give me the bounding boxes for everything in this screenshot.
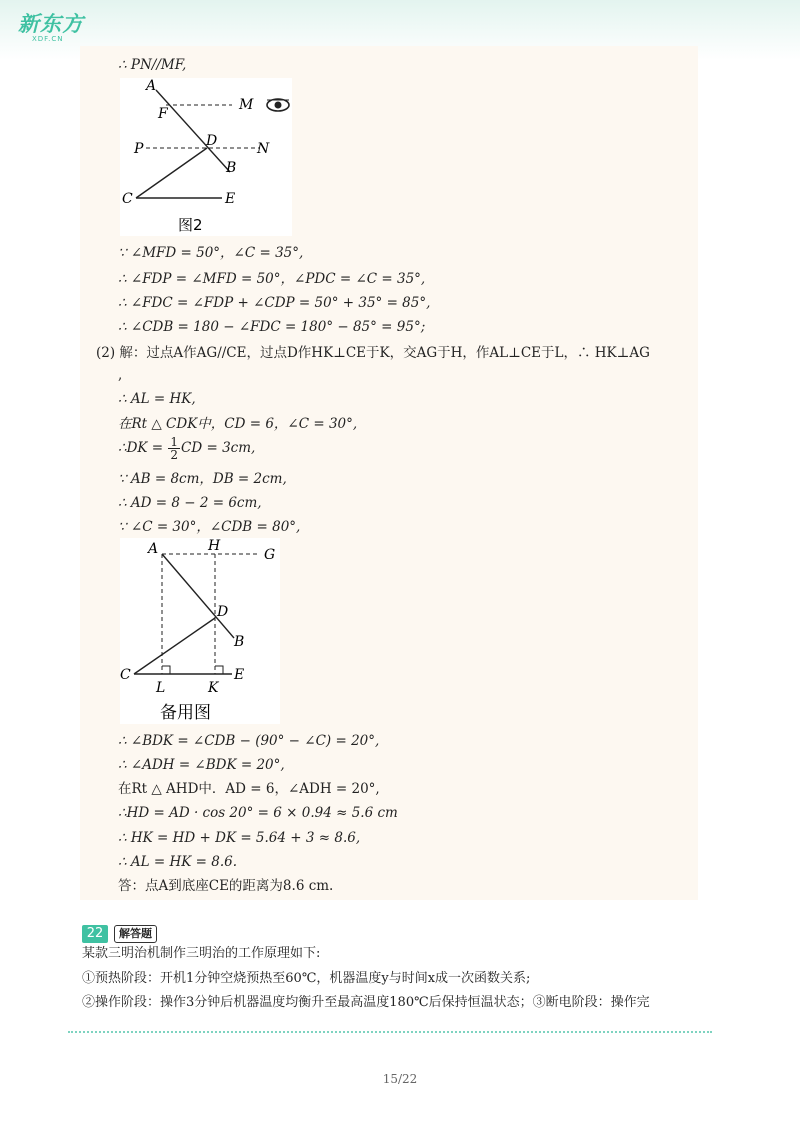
eye-icon	[267, 99, 289, 111]
label-L: L	[156, 680, 166, 696]
figure-2	[120, 78, 292, 236]
solution-line: ∴ AL = HK = 8.6.	[118, 854, 238, 870]
question-number-badge: 22	[82, 925, 108, 943]
label-D: D	[217, 604, 229, 620]
label-H: H	[208, 538, 221, 554]
dk-prefix: ∴DK =	[118, 440, 168, 456]
label-P: P	[134, 141, 144, 157]
dk-suffix: CD = 3cm,	[181, 440, 256, 456]
part2-comma: ,	[118, 367, 123, 383]
label-M: M	[239, 97, 254, 113]
solution-line: ∴HD = AD · cos 20° = 6 × 0.94 ≈ 5.6 cm	[118, 805, 398, 821]
label-D: D	[206, 133, 218, 149]
figure-2-drawing	[120, 78, 292, 236]
solution-line: ∴ ∠FDC = ∠FDP + ∠CDP = 50° + 35° = 85°,	[118, 295, 431, 311]
part2-intro: (2) 解：过点A作AG//CE，过点D作HK⊥CE于K，交AG于H，作AL⊥CE于L，∴ HK⊥AG	[96, 345, 650, 361]
question-type-tag: 解答题	[114, 925, 157, 943]
label-E: E	[234, 667, 245, 683]
solution-line: ∴ AD = 8 − 2 = 6cm,	[118, 495, 262, 511]
label-G: G	[264, 547, 276, 563]
solution-line: ∴ ∠FDP = ∠MFD = 50°，∠PDC = ∠C = 35°,	[118, 271, 426, 287]
answer-line: 答：点A到底座CE的距离为8.6 cm.	[118, 878, 334, 894]
label-A: A	[148, 541, 159, 557]
fraction-num: 1	[170, 435, 179, 449]
figure-backup-drawing	[120, 538, 280, 724]
fraction-den: 2	[170, 448, 179, 462]
solution-line: ∴ ∠CDB = 180 − ∠FDC = 180° − 85° = 95°;	[118, 319, 426, 335]
label-C: C	[122, 191, 133, 207]
solution-line: ∵ AB = 8cm，DB = 2cm,	[118, 471, 287, 487]
brand-name: 新东方	[18, 12, 84, 36]
solution-line: ∵ ∠MFD = 50°，∠C = 35°,	[118, 245, 304, 261]
figure-backup-caption: 备用图	[160, 703, 211, 723]
label-K: K	[208, 680, 219, 696]
solution-line: 在Rt △ AHD中．AD = 6，∠ADH = 20°,	[118, 781, 380, 797]
dk-equation	[118, 436, 255, 461]
solution-line: ∵ ∠C = 30°，∠CDB = 80°,	[118, 519, 301, 535]
figure-2-caption: 图2	[178, 216, 203, 234]
label-B: B	[234, 634, 245, 650]
label-F: F	[158, 106, 168, 122]
label-C: C	[120, 667, 131, 683]
brand-sub: XDF.CN	[32, 35, 64, 43]
brand-logo	[18, 8, 84, 43]
question-line: ②操作阶段：操作3分钟后机器温度均衡升至最高温度180℃后保持恒温状态；③断电阶段：操作完	[82, 995, 650, 1010]
solution-line: ∴ PN//MF,	[118, 57, 187, 73]
question-line: 某款三明治机制作三明治的工作原理如下:	[82, 946, 321, 961]
figure-backup	[120, 538, 280, 724]
page-number: 15/22	[382, 1072, 418, 1086]
dotted-divider	[68, 1031, 712, 1033]
solution-line: ∴ AL = HK,	[118, 391, 196, 407]
solution-line: 在Rt △ CDK中，CD = 6，∠C = 30°,	[118, 416, 358, 432]
label-N: N	[257, 141, 270, 157]
question-line: ①预热阶段：开机1分钟空烧预热至60℃，机器温度y与时间x成一次函数关系;	[82, 971, 531, 986]
fraction-half	[168, 436, 180, 461]
solution-line: ∴ ∠ADH = ∠BDK = 20°,	[118, 757, 285, 773]
label-E: E	[225, 191, 236, 207]
label-A: A	[146, 78, 157, 94]
label-B: B	[226, 160, 237, 176]
solution-line: ∴ HK = HD + DK = 5.64 + 3 ≈ 8.6,	[118, 830, 361, 846]
solution-line: ∴ ∠BDK = ∠CDB − (90° − ∠C) = 20°,	[118, 733, 380, 749]
